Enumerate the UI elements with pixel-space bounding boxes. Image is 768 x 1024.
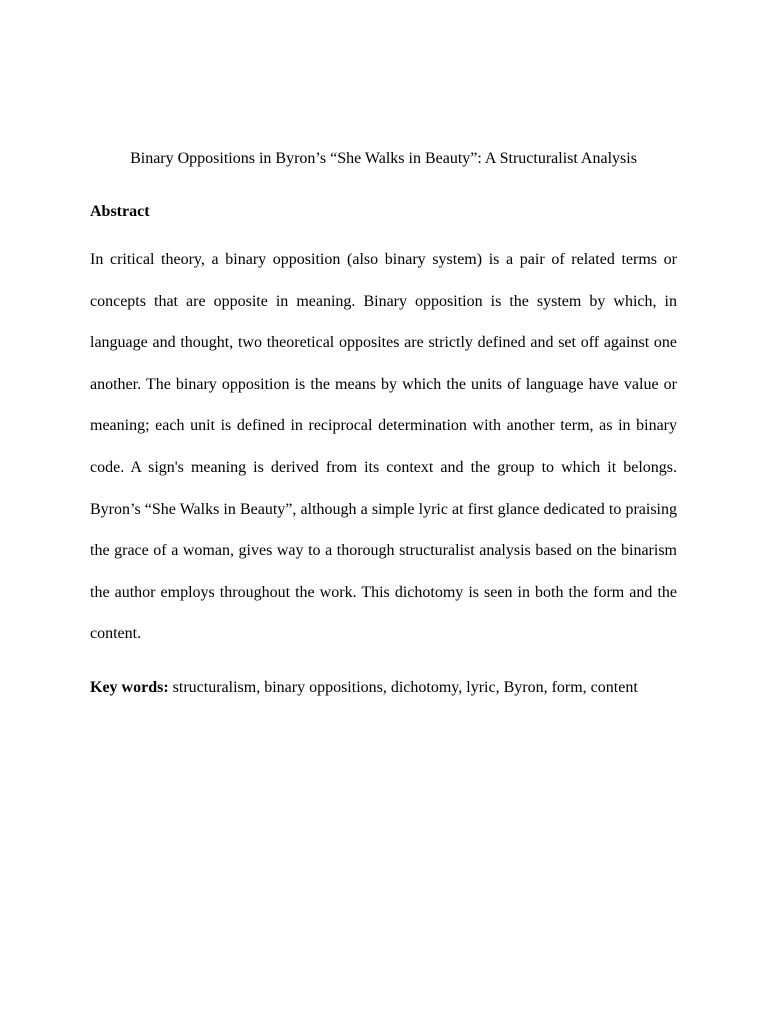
page-content (90, 145, 677, 709)
keywords-label: Key words: (90, 678, 169, 696)
paper-title: Binary Oppositions in Byron’s “She Walks in Beauty”: A Structuralist Analysis (130, 150, 637, 167)
keywords-list: structuralism, binary oppositions, dichotomy, lyric, Byron, form, content (168, 678, 638, 696)
keywords-paragraph (90, 667, 677, 709)
abstract-paragraph: In critical theory, a binary opposition (also binary system) is a pair of related terms or concepts that are opposite in meaning. Binary opposition is the system by which, in language and thought, two theoretical opposites are strictly defined and set off against one another. The binary opposition is the means by which the units of language have value or meaning; each unit is defined in reciprocal determination with another term, as in binary code. A sign's meaning is derived from its context and the group to which it belongs. Byron’s “She Walks in Beauty”, although a simple lyric at first glance dedicated to praising the grace of a woman, gives way to a thorough structuralist analysis based on the binarism the author employs throughout the work. This dichotomy is seen in both the form and the content. (90, 251, 677, 643)
abstract-heading: Abstract (90, 203, 150, 220)
